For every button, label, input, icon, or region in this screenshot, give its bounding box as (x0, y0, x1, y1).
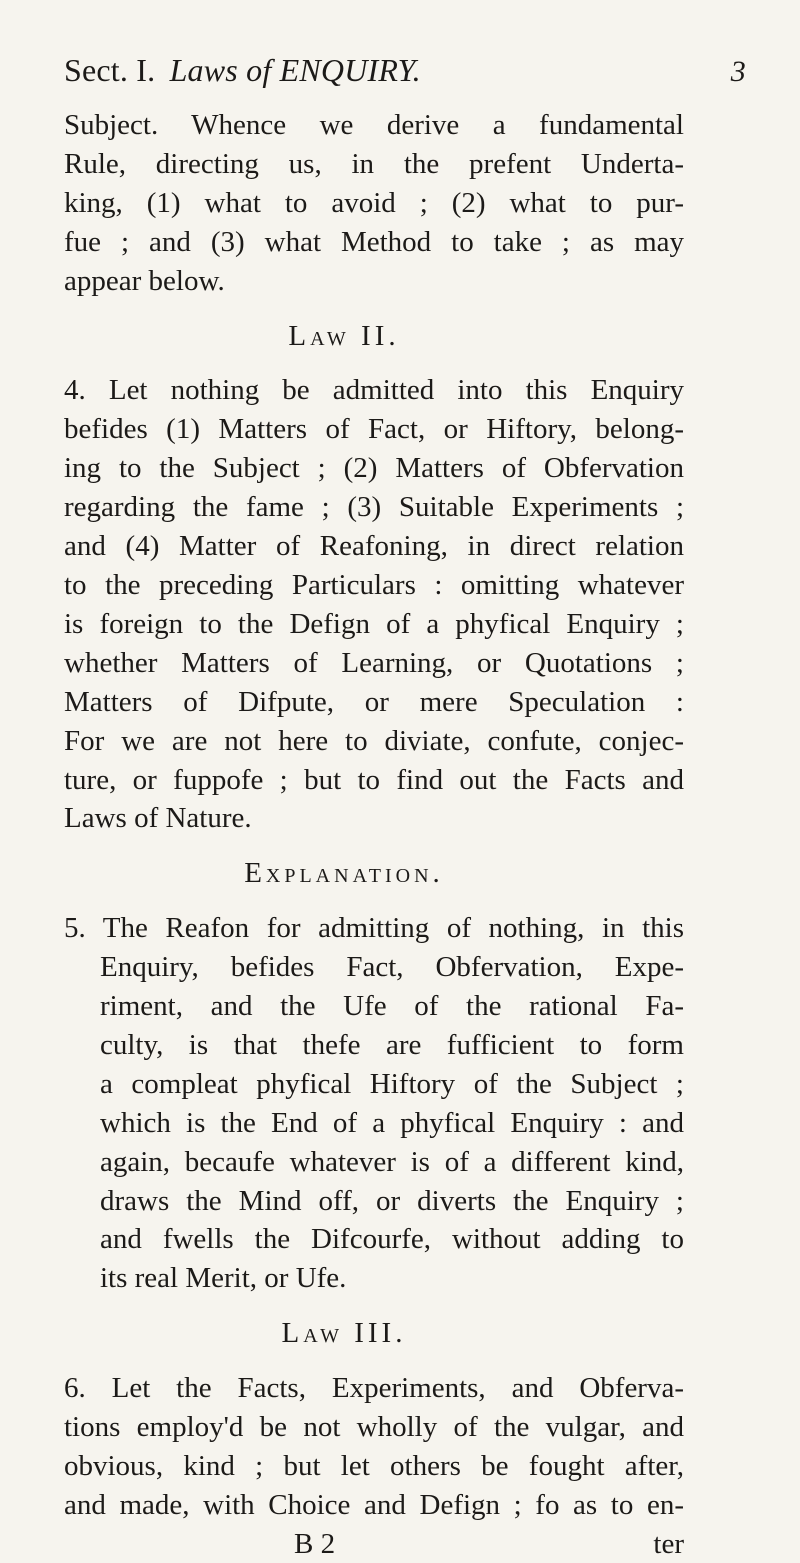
catchword: ter (653, 1527, 684, 1560)
page-number: 3 (730, 55, 746, 88)
text-line: Rule, directing us, in the prefent Underta- (64, 147, 684, 180)
text-line: appear below. (64, 264, 225, 297)
law-3-heading: Law III. (281, 1317, 407, 1350)
paragraph-law-2 (64, 371, 746, 838)
page-footer (64, 1525, 684, 1563)
text-line: fue ; and (3) what Method to take ; as may (64, 225, 684, 258)
running-title: Laws of ENQUIRY. (169, 52, 421, 88)
text-line: 5. The Reafon for admitting of nothing, in this (64, 912, 684, 945)
text-line: tions employ'd be not wholly of the vulgar, and (64, 1411, 684, 1444)
text-line: For we are not here to diviate, confute, conjec- (64, 724, 684, 757)
body-text (64, 106, 746, 1563)
text-line: Subject. Whence we derive a fundamental (64, 109, 684, 141)
text-line: which is the End of a phyfical Enquiry : and (100, 1106, 684, 1139)
text-line: Laws of Nature. (64, 802, 252, 835)
running-header (64, 50, 746, 106)
text-line: 6. Let the Facts, Experiments, and Obferva- (64, 1372, 684, 1405)
text-line: obvious, kind ; but let others be fought after, (64, 1450, 684, 1482)
section-label: Sect. I. (64, 52, 156, 88)
text-line: and fwells the Difcourfe, without adding to (100, 1223, 684, 1256)
text-line: Enquiry, befides Fact, Obfervation, Expe- (100, 951, 684, 984)
paragraph-law-3 (64, 1369, 746, 1525)
text-line: regarding the fame ; (3) Suitable Experiments ; (64, 491, 684, 524)
paragraph-explanation (64, 909, 746, 1298)
text-line: riment, and the Ufe of the rational Fa- (100, 990, 684, 1023)
text-line: and made, with Choice and Defign ; fo as to en- (64, 1488, 684, 1521)
explanation-heading: Explanation. (244, 857, 444, 890)
text-line: is foreign to the Defign of a phyfical Enquiry ; (64, 607, 684, 640)
text-line: and (4) Matter of Reafoning, in direct relation (64, 530, 684, 563)
text-line: a compleat phyfical Hiftory of the Subject ; (100, 1067, 684, 1100)
law-2-heading: Law II. (288, 319, 400, 352)
text-line: its real Merit, or Ufe. (100, 1262, 347, 1295)
text-line: 4. Let nothing be admitted into this Enquiry (64, 374, 684, 407)
text-line: Matters of Difpute, or mere Speculation : (64, 685, 684, 718)
text-line: whether Matters of Learning, or Quotations ; (64, 646, 684, 679)
text-line: king, (1) what to avoid ; (2) what to pur- (64, 186, 684, 219)
text-line: again, becaufe whatever is of a different kind, (100, 1145, 684, 1178)
text-line: to the preceding Particulars : omitting whatever (64, 568, 684, 601)
header-left (64, 50, 421, 90)
text-line: draws the Mind off, or diverts the Enquiry ; (100, 1184, 684, 1217)
paragraph-intro (64, 106, 746, 301)
text-line: culty, is that thefe are fufficient to form (100, 1028, 684, 1061)
signature-mark: B 2 (294, 1527, 336, 1560)
text-line: ture, or fuppofe ; but to find out the Facts and (64, 763, 684, 796)
text-line: befides (1) Matters of Fact, or Hiftory, belong- (64, 413, 684, 446)
text-line: ing to the Subject ; (2) Matters of Obfervation (64, 452, 684, 485)
